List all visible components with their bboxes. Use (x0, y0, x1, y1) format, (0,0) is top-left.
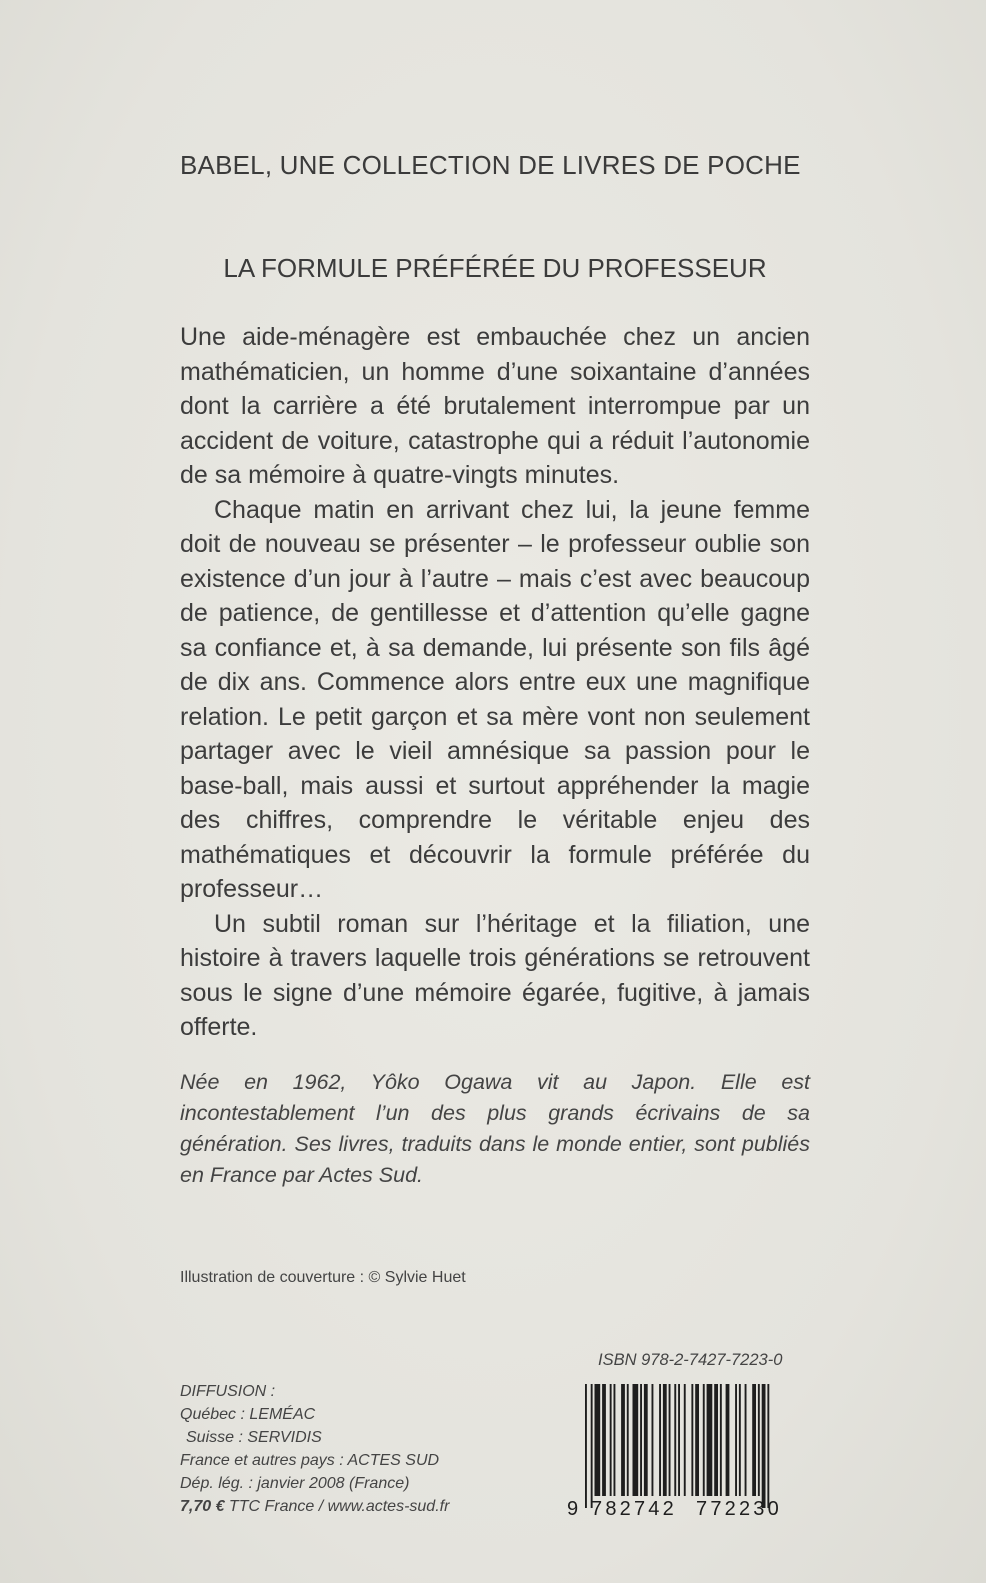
blurb-paragraph-2: Chaque matin en arrivant chez lui, la jeune femme doit de nouveau se présenter – le professeur oublie son existence d’un jour à l’autre – mais c’est avec beaucoup de patience, de gentillesse et d’attention qu’elle gagne sa confiance et, à sa demande, lui présente son fils âgé de dix ans. Commence alors entre eux une magnifique relation. Le petit garçon et sa mère vont non seulement partager avec le vieil amnésique sa passion pour le base-ball, mais aussi et surtout appréhender la magie des chiffres, comprendre le véritable enjeu des mathématiques et découvrir la formule préférée du professeur… (180, 495, 810, 903)
collection-line: BABEL, UNE COLLECTION DE LIVRES DE POCHE (180, 150, 801, 180)
illustration-credit: Illustration de couverture : © Sylvie Huet (180, 1269, 466, 1286)
barcode-bar (659, 1384, 661, 1496)
barcode-bar (735, 1384, 737, 1496)
diffusion-quebec: Québec : LEMÉAC (180, 1406, 316, 1423)
barcode-bar (739, 1384, 741, 1496)
barcode-bar (591, 1384, 593, 1508)
barcode-bar (602, 1384, 606, 1496)
author-bio: Née en 1962, Yôko Ogawa vit au Japon. Elle est incontestablement l’un des plus grands écrivains de sa génération. Ses livres, traduits dans le monde entier, sont publiés en France par Actes Sud. (180, 1070, 810, 1187)
barcode-bar (767, 1384, 769, 1508)
barcode (563, 1382, 813, 1522)
barcode-bar (720, 1384, 722, 1496)
barcode-bar (652, 1384, 654, 1496)
price-website: TTC France / www.actes-sud.fr (224, 1498, 450, 1515)
barcode-bar (691, 1384, 693, 1496)
barcode-bar (627, 1384, 629, 1496)
blurb (180, 320, 810, 1045)
barcode-bar (595, 1384, 601, 1496)
barcode-bar (752, 1384, 756, 1496)
barcode-bar (762, 1384, 766, 1508)
diffusion-heading: DIFFUSION : (180, 1383, 276, 1400)
diffusion-france: France et autres pays : ACTES SUD (180, 1452, 440, 1469)
blurb-paragraph-3: Un subtil roman sur l’héritage et la filiation, une histoire à travers laquelle trois générations se retrouvent sous le signe d’une mémoire égarée, fugitive, à jamais offerte. (180, 909, 810, 1041)
barcode-bar (663, 1384, 667, 1496)
barcode-bar (621, 1384, 625, 1496)
barcode-bar (640, 1384, 642, 1496)
barcode-bar (745, 1384, 747, 1496)
isbn: ISBN 978-2-7427-7223-0 (598, 1351, 783, 1369)
price-line (180, 1495, 449, 1518)
barcode-bar (714, 1384, 718, 1496)
barcode-bar (644, 1384, 648, 1496)
barcode-bar (674, 1384, 676, 1496)
barcode-bar (585, 1384, 587, 1508)
barcode-graphic (563, 1382, 813, 1522)
barcode-bar (758, 1384, 760, 1496)
barcode-bar (707, 1384, 713, 1496)
price: 7,70 € (180, 1498, 225, 1515)
barcode-bar (614, 1384, 616, 1496)
book-title: LA FORMULE PRÉFÉRÉE DU PROFESSEUR (223, 253, 767, 283)
barcode-first-digit: 9 (567, 1498, 579, 1520)
barcode-bar (695, 1384, 699, 1496)
barcode-bar (684, 1384, 686, 1496)
barcode-bar (726, 1384, 730, 1496)
barcode-bar (610, 1384, 612, 1496)
diffusion-block (180, 1380, 449, 1518)
barcode-bar (633, 1384, 639, 1496)
barcode-bar (703, 1384, 705, 1496)
barcode-bar (669, 1384, 671, 1496)
diffusion-suisse: Suisse : SERVIDIS (186, 1429, 322, 1446)
barcode-bar (678, 1384, 680, 1496)
barcode-group-2: 772230 (696, 1498, 782, 1520)
depot-legal: Dép. lég. : janvier 2008 (France) (180, 1475, 410, 1492)
barcode-group-1: 782742 (591, 1498, 677, 1520)
blurb-paragraph-1: Une aide-ménagère est embauchée chez un ancien mathématicien, un homme d’une soixantaine d’années dont la carrière a été brutalement interrompue par un accident de voiture, catastrophe qui a réduit l’autonomie de sa mémoire à quatre-vingts minutes. (180, 323, 810, 489)
